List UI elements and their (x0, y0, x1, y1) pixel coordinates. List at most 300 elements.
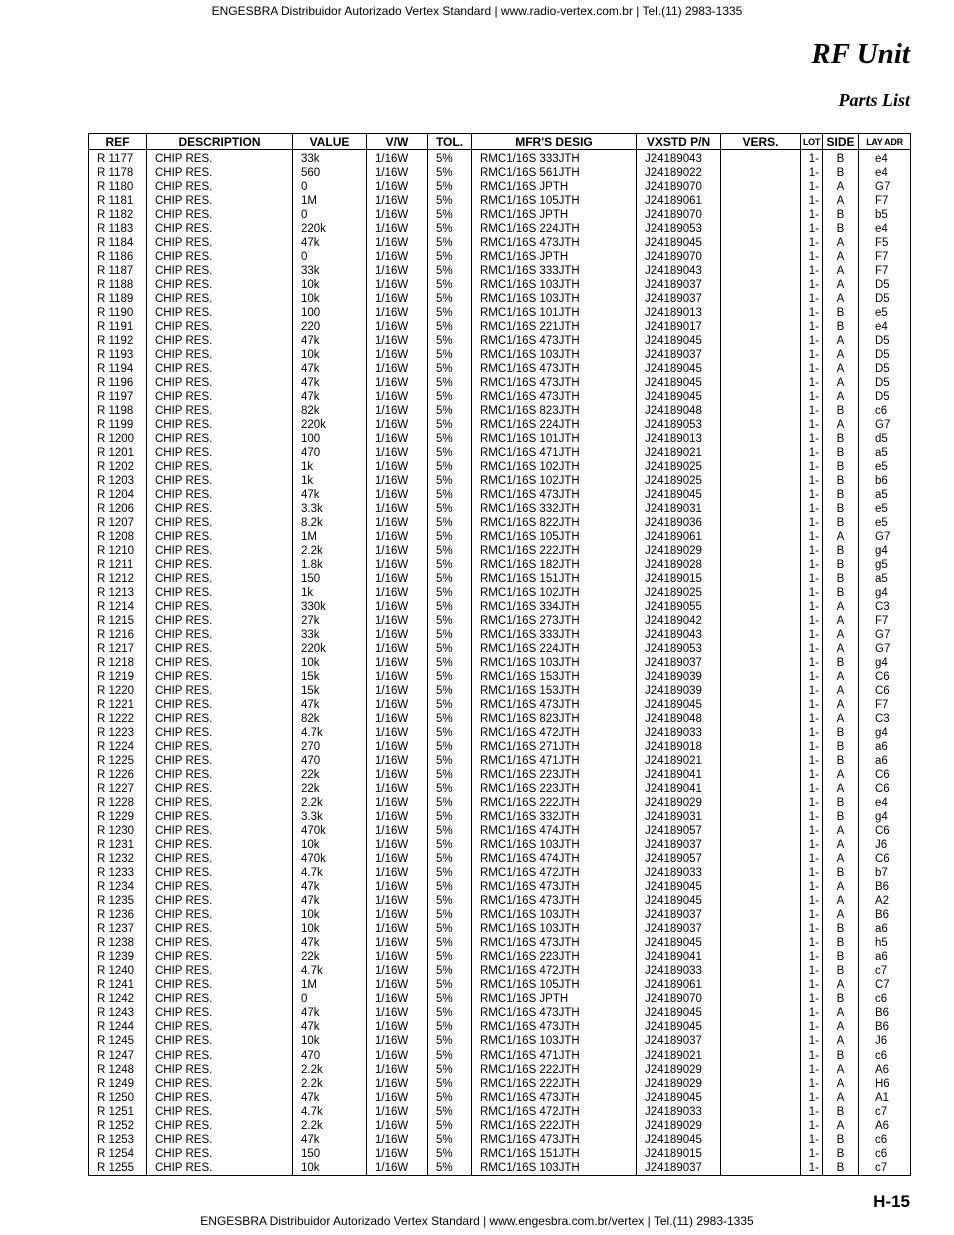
cell-vers (721, 601, 801, 615)
table-row (89, 923, 911, 937)
cell-ref: R 1236 (89, 909, 147, 923)
table-row (89, 278, 911, 292)
cell-description: CHIP RES. (147, 1007, 293, 1021)
cell-tol: 5% (428, 601, 472, 615)
table-row (89, 1077, 911, 1091)
cell-vers (721, 1161, 801, 1176)
cell-tol: 5% (428, 320, 472, 334)
cell-vers (721, 643, 801, 657)
cell-vers (721, 853, 801, 867)
cell-side: A (823, 362, 859, 376)
table-row (89, 853, 911, 867)
cell-side: A (823, 1007, 859, 1021)
cell-vxstd-pn: J24189070 (637, 993, 721, 1007)
cell-mfr-desig: RMC1/16S 471JTH (472, 446, 637, 460)
cell-lot: 1- (801, 278, 823, 292)
cell-vxstd-pn: J24189015 (637, 1147, 721, 1161)
table-row (89, 783, 911, 797)
cell-mfr-desig: RMC1/16S 222JTH (472, 544, 637, 558)
cell-vxstd-pn: J24189037 (637, 923, 721, 937)
cell-ref: R 1227 (89, 783, 147, 797)
cell-vxstd-pn: J24189045 (637, 1021, 721, 1035)
cell-vw: 1/16W (367, 572, 428, 586)
cell-ref: R 1226 (89, 769, 147, 783)
cell-vxstd-pn: J24189037 (637, 278, 721, 292)
cell-lay-adr: g4 (859, 544, 911, 558)
cell-vers (721, 657, 801, 671)
cell-ref: R 1243 (89, 1007, 147, 1021)
cell-mfr-desig: RMC1/16S 471JTH (472, 755, 637, 769)
cell-lay-adr: a5 (859, 446, 911, 460)
cell-vxstd-pn: J24189045 (637, 937, 721, 951)
cell-mfr-desig: RMC1/16S 471JTH (472, 1049, 637, 1063)
cell-vers (721, 306, 801, 320)
cell-tol: 5% (428, 488, 472, 502)
cell-description: CHIP RES. (147, 797, 293, 811)
cell-lay-adr: g4 (859, 586, 911, 600)
table-row (89, 1091, 911, 1105)
cell-lot: 1- (801, 811, 823, 825)
table-row (89, 446, 911, 460)
cell-tol: 5% (428, 572, 472, 586)
table-row (89, 250, 911, 264)
cell-vw: 1/16W (367, 474, 428, 488)
cell-mfr-desig: RMC1/16S 103JTH (472, 839, 637, 853)
cell-lot: 1- (801, 544, 823, 558)
cell-lot: 1- (801, 586, 823, 600)
col-header-lot: LOT (801, 134, 823, 150)
cell-vers (721, 222, 801, 236)
cell-lot: 1- (801, 1147, 823, 1161)
cell-vxstd-pn: J24189045 (637, 1007, 721, 1021)
col-header-value: VALUE (293, 134, 367, 150)
table-row (89, 222, 911, 236)
cell-description: CHIP RES. (147, 348, 293, 362)
cell-vers (721, 502, 801, 516)
cell-side: A (823, 1021, 859, 1035)
cell-lot: 1- (801, 923, 823, 937)
table-row (89, 292, 911, 306)
cell-mfr-desig: RMC1/16S 472JTH (472, 727, 637, 741)
cell-value: 4.7k (293, 1105, 367, 1119)
cell-mfr-desig: RMC1/16S 473JTH (472, 1133, 637, 1147)
cell-vers (721, 376, 801, 390)
table-row (89, 306, 911, 320)
cell-mfr-desig: RMC1/16S 103JTH (472, 1161, 637, 1176)
cell-tol: 5% (428, 769, 472, 783)
cell-lot: 1- (801, 797, 823, 811)
cell-side: A (823, 783, 859, 797)
cell-vxstd-pn: J24189017 (637, 320, 721, 334)
table-row (89, 516, 911, 530)
cell-lay-adr: G7 (859, 629, 911, 643)
cell-tol: 5% (428, 965, 472, 979)
cell-lot: 1- (801, 685, 823, 699)
cell-vxstd-pn: J24189029 (637, 544, 721, 558)
cell-value: 10k (293, 923, 367, 937)
cell-description: CHIP RES. (147, 979, 293, 993)
cell-description: CHIP RES. (147, 292, 293, 306)
cell-lay-adr: e4 (859, 320, 911, 334)
cell-mfr-desig: RMC1/16S 473JTH (472, 895, 637, 909)
table-row (89, 755, 911, 769)
table-row (89, 474, 911, 488)
cell-mfr-desig: RMC1/16S 473JTH (472, 937, 637, 951)
cell-vxstd-pn: J24189033 (637, 965, 721, 979)
cell-value: 2.2k (293, 1077, 367, 1091)
cell-mfr-desig: RMC1/16S 273JTH (472, 615, 637, 629)
cell-value: 2.2k (293, 1063, 367, 1077)
col-header-side: SIDE (823, 134, 859, 150)
cell-value: 15k (293, 671, 367, 685)
cell-vw: 1/16W (367, 150, 428, 167)
cell-description: CHIP RES. (147, 881, 293, 895)
cell-tol: 5% (428, 923, 472, 937)
cell-lay-adr: D5 (859, 348, 911, 362)
cell-tol: 5% (428, 586, 472, 600)
cell-ref: R 1231 (89, 839, 147, 853)
cell-vers (721, 993, 801, 1007)
cell-vw: 1/16W (367, 320, 428, 334)
cell-lot: 1- (801, 783, 823, 797)
cell-vw: 1/16W (367, 502, 428, 516)
cell-mfr-desig: RMC1/16S 153JTH (472, 685, 637, 699)
cell-mfr-desig: RMC1/16S JPTH (472, 208, 637, 222)
cell-side: A (823, 334, 859, 348)
table-row (89, 713, 911, 727)
cell-vw: 1/16W (367, 615, 428, 629)
cell-mfr-desig: RMC1/16S 103JTH (472, 348, 637, 362)
cell-vw: 1/16W (367, 923, 428, 937)
cell-lot: 1- (801, 1035, 823, 1049)
cell-lay-adr: C6 (859, 685, 911, 699)
cell-vxstd-pn: J24189053 (637, 418, 721, 432)
cell-mfr-desig: RMC1/16S 474JTH (472, 825, 637, 839)
cell-lot: 1- (801, 741, 823, 755)
cell-vxstd-pn: J24189045 (637, 236, 721, 250)
cell-vw: 1/16W (367, 306, 428, 320)
cell-side: B (823, 1161, 859, 1176)
cell-lot: 1- (801, 404, 823, 418)
cell-vw: 1/16W (367, 166, 428, 180)
cell-tol: 5% (428, 741, 472, 755)
cell-side: B (823, 502, 859, 516)
cell-lot: 1- (801, 657, 823, 671)
cell-vxstd-pn: J24189045 (637, 334, 721, 348)
table-row (89, 937, 911, 951)
cell-vxstd-pn: J24189037 (637, 839, 721, 853)
cell-tol: 5% (428, 446, 472, 460)
cell-tol: 5% (428, 629, 472, 643)
cell-value: 150 (293, 1147, 367, 1161)
cell-ref: R 1201 (89, 446, 147, 460)
cell-side: A (823, 180, 859, 194)
cell-vers (721, 1105, 801, 1119)
table-row (89, 1007, 911, 1021)
cell-mfr-desig: RMC1/16S 822JTH (472, 516, 637, 530)
cell-vers (721, 166, 801, 180)
cell-lot: 1- (801, 1119, 823, 1133)
cell-mfr-desig: RMC1/16S 473JTH (472, 362, 637, 376)
cell-lot: 1- (801, 825, 823, 839)
cell-vers (721, 460, 801, 474)
cell-description: CHIP RES. (147, 769, 293, 783)
cell-lay-adr: C7 (859, 979, 911, 993)
cell-lot: 1- (801, 643, 823, 657)
cell-lay-adr: e4 (859, 222, 911, 236)
cell-value: 0 (293, 208, 367, 222)
table-row (89, 236, 911, 250)
cell-side: A (823, 292, 859, 306)
cell-side: A (823, 629, 859, 643)
cell-value: 1M (293, 194, 367, 208)
cell-lay-adr: C6 (859, 671, 911, 685)
cell-ref: R 1188 (89, 278, 147, 292)
table-row (89, 1049, 911, 1063)
cell-value: 47k (293, 1133, 367, 1147)
cell-vw: 1/16W (367, 404, 428, 418)
cell-ref: R 1247 (89, 1049, 147, 1063)
cell-vers (721, 937, 801, 951)
cell-description: CHIP RES. (147, 853, 293, 867)
cell-value: 47k (293, 881, 367, 895)
cell-lot: 1- (801, 334, 823, 348)
cell-value: 1.8k (293, 558, 367, 572)
cell-vxstd-pn: J24189031 (637, 502, 721, 516)
table-row (89, 727, 911, 741)
table-row (89, 334, 911, 348)
cell-vw: 1/16W (367, 362, 428, 376)
table-row (89, 418, 911, 432)
cell-tol: 5% (428, 839, 472, 853)
cell-vxstd-pn: J24189057 (637, 825, 721, 839)
cell-vxstd-pn: J24189053 (637, 222, 721, 236)
cell-vw: 1/16W (367, 558, 428, 572)
cell-ref: R 1222 (89, 713, 147, 727)
cell-value: 470k (293, 853, 367, 867)
cell-description: CHIP RES. (147, 601, 293, 615)
cell-vers (721, 1063, 801, 1077)
table-row (89, 979, 911, 993)
cell-tol: 5% (428, 727, 472, 741)
cell-vers (721, 727, 801, 741)
cell-lot: 1- (801, 755, 823, 769)
cell-side: A (823, 390, 859, 404)
cell-lay-adr: C6 (859, 853, 911, 867)
cell-vw: 1/16W (367, 1133, 428, 1147)
cell-value: 270 (293, 741, 367, 755)
cell-description: CHIP RES. (147, 264, 293, 278)
cell-description: CHIP RES. (147, 1119, 293, 1133)
cell-tol: 5% (428, 699, 472, 713)
cell-lot: 1- (801, 362, 823, 376)
cell-description: CHIP RES. (147, 236, 293, 250)
cell-vxstd-pn: J24189042 (637, 615, 721, 629)
cell-ref: R 1221 (89, 699, 147, 713)
cell-mfr-desig: RMC1/16S 472JTH (472, 1105, 637, 1119)
cell-lay-adr: c6 (859, 993, 911, 1007)
cell-vw: 1/16W (367, 586, 428, 600)
cell-mfr-desig: RMC1/16S 103JTH (472, 657, 637, 671)
cell-side: B (823, 586, 859, 600)
cell-ref: R 1208 (89, 530, 147, 544)
cell-mfr-desig: RMC1/16S 334JTH (472, 601, 637, 615)
cell-description: CHIP RES. (147, 811, 293, 825)
cell-side: B (823, 488, 859, 502)
cell-vxstd-pn: J24189053 (637, 643, 721, 657)
cell-tol: 5% (428, 306, 472, 320)
cell-mfr-desig: RMC1/16S 222JTH (472, 1063, 637, 1077)
cell-lot: 1- (801, 713, 823, 727)
cell-lay-adr: B6 (859, 1021, 911, 1035)
cell-value: 1k (293, 586, 367, 600)
table-row (89, 629, 911, 643)
cell-lot: 1- (801, 194, 823, 208)
cell-lay-adr: a6 (859, 951, 911, 965)
table-row (89, 867, 911, 881)
cell-side: A (823, 1063, 859, 1077)
cell-value: 15k (293, 685, 367, 699)
cell-value: 1k (293, 474, 367, 488)
cell-side: A (823, 671, 859, 685)
cell-lay-adr: J6 (859, 1035, 911, 1049)
cell-side: B (823, 811, 859, 825)
cell-lot: 1- (801, 699, 823, 713)
cell-tol: 5% (428, 1049, 472, 1063)
cell-ref: R 1178 (89, 166, 147, 180)
cell-lay-adr: b7 (859, 867, 911, 881)
cell-side: A (823, 699, 859, 713)
table-row (89, 432, 911, 446)
cell-side: A (823, 1091, 859, 1105)
cell-description: CHIP RES. (147, 1091, 293, 1105)
cell-side: B (823, 1147, 859, 1161)
table-row (89, 895, 911, 909)
cell-vers (721, 685, 801, 699)
cell-lot: 1- (801, 502, 823, 516)
cell-vers (721, 264, 801, 278)
cell-vxstd-pn: J24189070 (637, 208, 721, 222)
cell-side: A (823, 1119, 859, 1133)
cell-value: 470 (293, 755, 367, 769)
cell-vxstd-pn: J24189045 (637, 1133, 721, 1147)
cell-lay-adr: c6 (859, 1049, 911, 1063)
cell-ref: R 1249 (89, 1077, 147, 1091)
cell-ref: R 1230 (89, 825, 147, 839)
cell-tol: 5% (428, 558, 472, 572)
cell-mfr-desig: RMC1/16S 105JTH (472, 194, 637, 208)
cell-vxstd-pn: J24189037 (637, 1161, 721, 1176)
cell-lay-adr: D5 (859, 334, 911, 348)
cell-value: 8.2k (293, 516, 367, 530)
cell-vw: 1/16W (367, 909, 428, 923)
cell-value: 150 (293, 572, 367, 586)
cell-side: A (823, 643, 859, 657)
cell-mfr-desig: RMC1/16S 473JTH (472, 376, 637, 390)
cell-lay-adr: A6 (859, 1119, 911, 1133)
cell-vers (721, 909, 801, 923)
cell-description: CHIP RES. (147, 1133, 293, 1147)
cell-side: B (823, 951, 859, 965)
cell-tol: 5% (428, 334, 472, 348)
cell-description: CHIP RES. (147, 895, 293, 909)
cell-lot: 1- (801, 236, 823, 250)
cell-ref: R 1242 (89, 993, 147, 1007)
cell-tol: 5% (428, 1133, 472, 1147)
cell-ref: R 1194 (89, 362, 147, 376)
cell-vers (721, 1091, 801, 1105)
cell-value: 10k (293, 1161, 367, 1176)
cell-description: CHIP RES. (147, 867, 293, 881)
cell-ref: R 1216 (89, 629, 147, 643)
col-header-tol: TOL. (428, 134, 472, 150)
cell-mfr-desig: RMC1/16S 222JTH (472, 1119, 637, 1133)
cell-vw: 1/16W (367, 755, 428, 769)
cell-ref: R 1186 (89, 250, 147, 264)
cell-tol: 5% (428, 460, 472, 474)
cell-vers (721, 432, 801, 446)
cell-vxstd-pn: J24189061 (637, 530, 721, 544)
table-row (89, 811, 911, 825)
cell-lay-adr: F7 (859, 250, 911, 264)
page-subtitle: Parts List (838, 90, 910, 110)
cell-vw: 1/16W (367, 292, 428, 306)
cell-vxstd-pn: J24189057 (637, 853, 721, 867)
cell-vers (721, 1021, 801, 1035)
cell-mfr-desig: RMC1/16S 473JTH (472, 1007, 637, 1021)
cell-description: CHIP RES. (147, 180, 293, 194)
cell-ref: R 1248 (89, 1063, 147, 1077)
cell-side: B (823, 937, 859, 951)
cell-value: 27k (293, 615, 367, 629)
cell-tol: 5% (428, 502, 472, 516)
col-header-description: DESCRIPTION (147, 134, 293, 150)
table-row (89, 657, 911, 671)
cell-ref: R 1233 (89, 867, 147, 881)
cell-vw: 1/16W (367, 432, 428, 446)
table-row (89, 1105, 911, 1119)
cell-value: 22k (293, 769, 367, 783)
cell-tol: 5% (428, 1035, 472, 1049)
cell-lot: 1- (801, 320, 823, 334)
cell-value: 47k (293, 376, 367, 390)
cell-ref: R 1214 (89, 601, 147, 615)
cell-vw: 1/16W (367, 713, 428, 727)
cell-mfr-desig: RMC1/16S 103JTH (472, 1035, 637, 1049)
cell-vw: 1/16W (367, 1119, 428, 1133)
cell-ref: R 1192 (89, 334, 147, 348)
cell-lot: 1- (801, 446, 823, 460)
cell-description: CHIP RES. (147, 544, 293, 558)
cell-ref: R 1177 (89, 150, 147, 167)
cell-vw: 1/16W (367, 881, 428, 895)
table-row (89, 544, 911, 558)
cell-description: CHIP RES. (147, 530, 293, 544)
cell-lot: 1- (801, 292, 823, 306)
cell-lot: 1- (801, 558, 823, 572)
cell-vers (721, 278, 801, 292)
cell-lay-adr: b6 (859, 474, 911, 488)
cell-tol: 5% (428, 474, 472, 488)
cell-lay-adr: c7 (859, 1105, 911, 1119)
table-row (89, 1063, 911, 1077)
cell-vers (721, 951, 801, 965)
cell-ref: R 1199 (89, 418, 147, 432)
cell-vxstd-pn: J24189045 (637, 1091, 721, 1105)
cell-vxstd-pn: J24189029 (637, 1063, 721, 1077)
cell-side: A (823, 1077, 859, 1091)
cell-vxstd-pn: J24189048 (637, 404, 721, 418)
